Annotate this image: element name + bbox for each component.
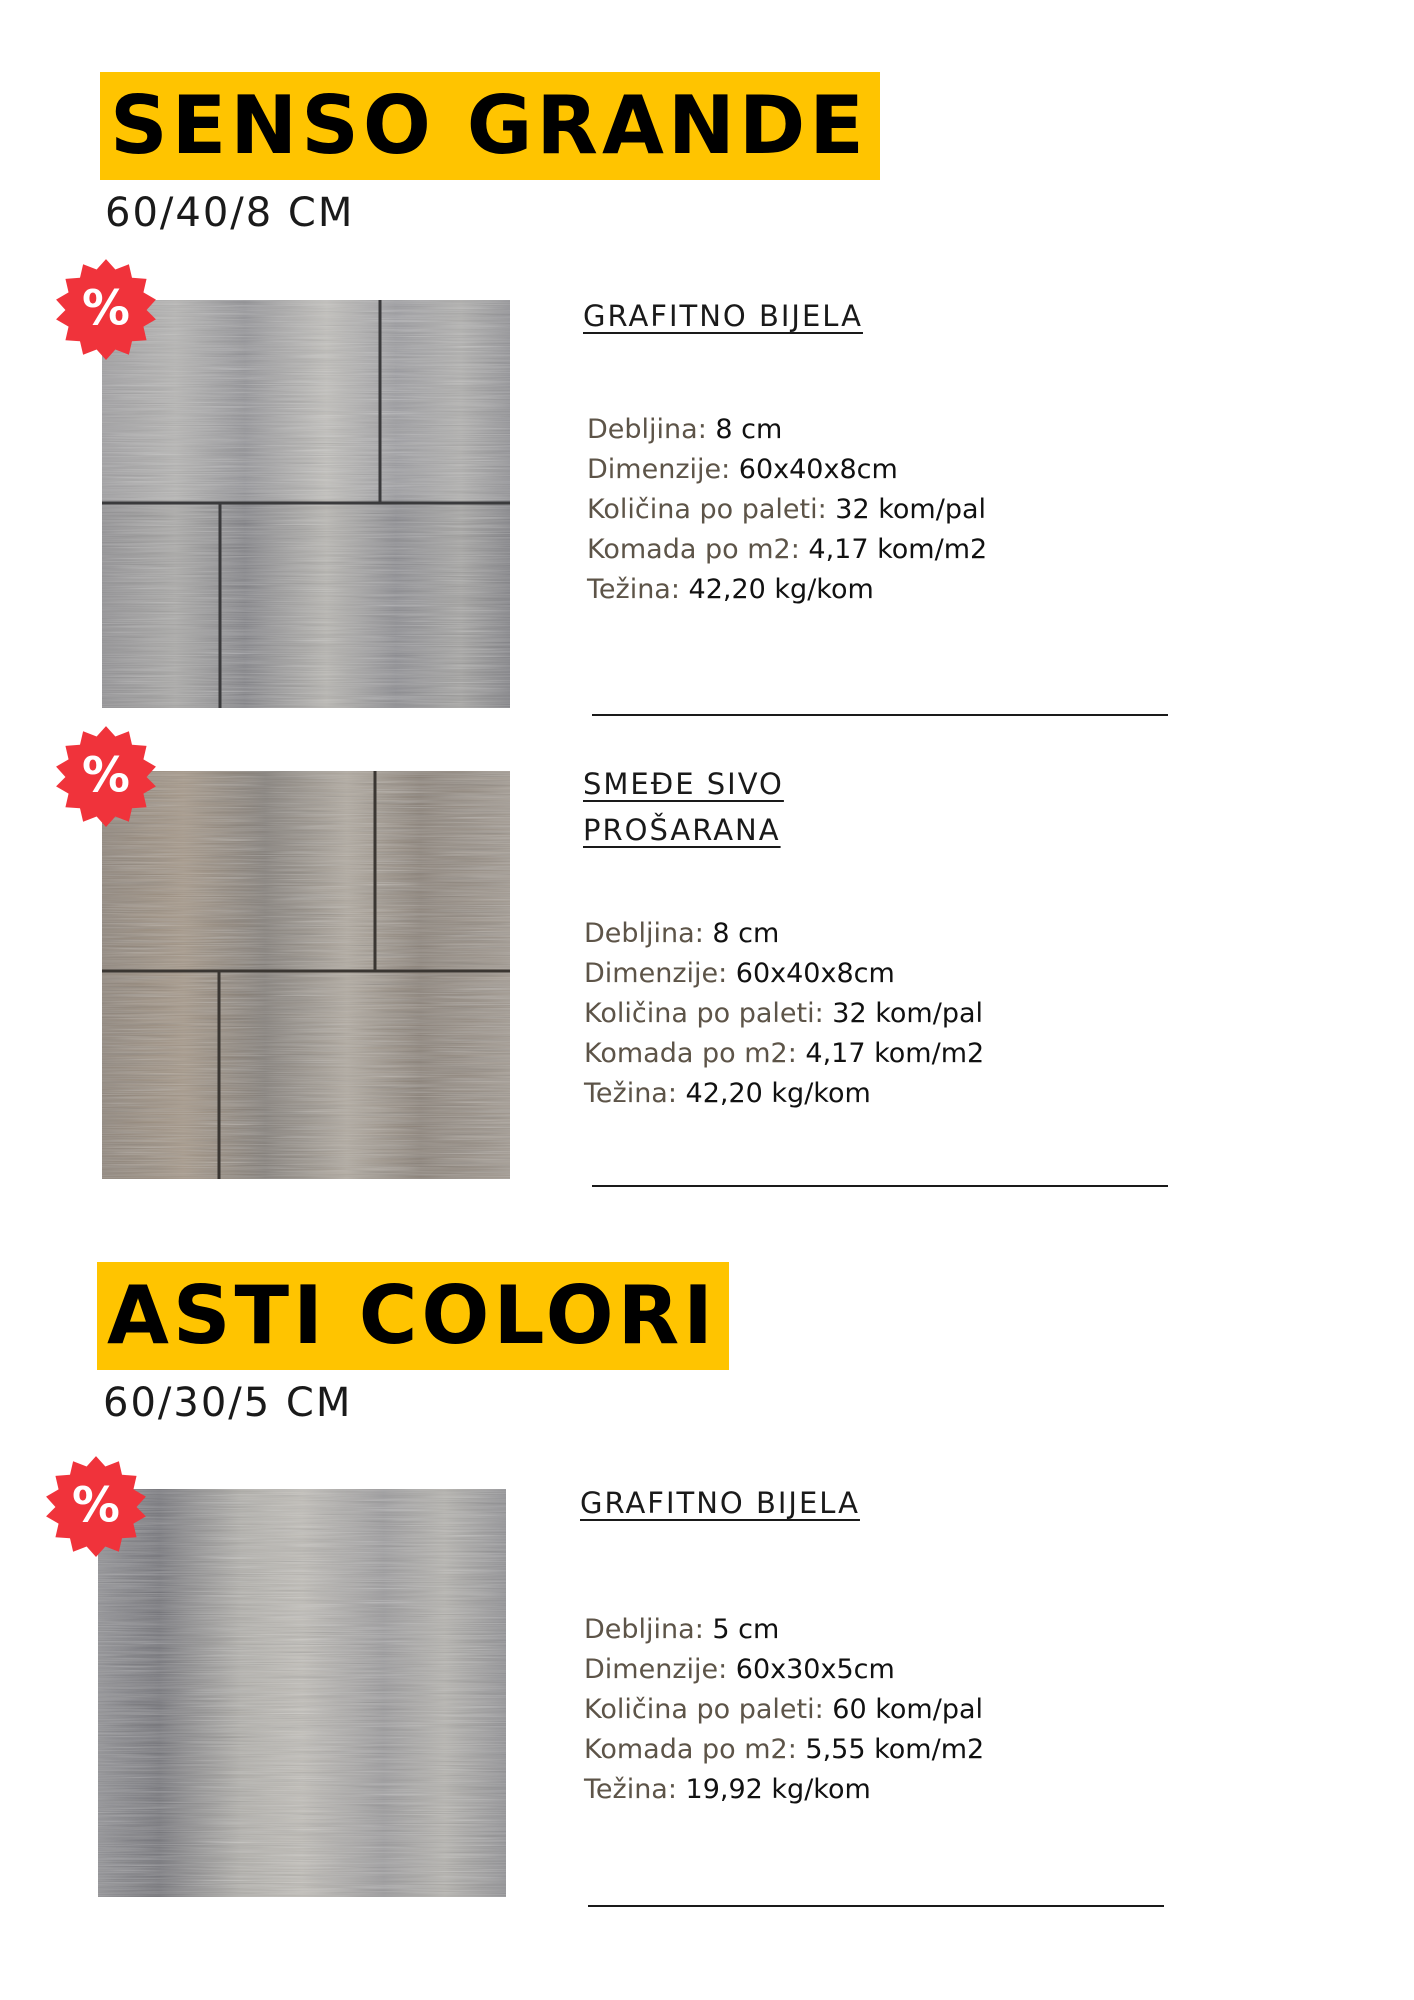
spec-label: Količina po paleti: (587, 494, 827, 525)
spec-row (584, 1730, 984, 1770)
spec-value: 5 cm (712, 1614, 780, 1645)
spec-value: 60x30x5cm (735, 1654, 895, 1685)
spec-row (584, 1074, 984, 1114)
spec-value: 5,55 kom/m2 (805, 1734, 985, 1765)
spec-value: 42,20 kg/kom (688, 574, 874, 605)
discount-badge-icon (54, 257, 158, 361)
spec-value: 19,92 kg/kom (685, 1774, 871, 1805)
spec-label: Količina po paleti: (584, 998, 824, 1029)
spec-row (584, 954, 984, 994)
spec-value: 60x40x8cm (738, 454, 898, 485)
spec-row (584, 914, 984, 954)
spec-row (587, 410, 987, 450)
spec-value: 8 cm (712, 918, 780, 949)
spec-label: Dimenzije: (584, 958, 728, 989)
spec-value: 42,20 kg/kom (685, 1078, 871, 1109)
spec-row (584, 1034, 984, 1074)
divider-line (588, 1905, 1164, 1907)
spec-value: 32 kom/pal (835, 494, 987, 525)
variant-name-asti-grafitno: GRAFITNO BIJELA (580, 1486, 860, 1520)
spec-value: 4,17 kom/m2 (808, 534, 988, 565)
spec-value: 60x40x8cm (735, 958, 895, 989)
spec-label: Debljina: (584, 1614, 704, 1645)
spec-row (587, 450, 987, 490)
divider-line (592, 1185, 1168, 1187)
spec-label: Komada po m2: (584, 1038, 797, 1069)
spec-row (587, 490, 987, 530)
spec-row (587, 570, 987, 610)
discount-badge-icon (44, 1454, 148, 1558)
discount-badge-icon (54, 724, 158, 828)
variant-name-senso-smede: SMEĐE SIVO PROŠARANA (583, 767, 784, 847)
badge-label: % (82, 281, 130, 337)
spec-label: Komada po m2: (587, 534, 800, 565)
section-subtitle-senso-grande: 60/40/8 CM (105, 190, 355, 236)
section-title-asti-colori: ASTI COLORI (97, 1262, 729, 1370)
spec-row (584, 1770, 984, 1810)
section-subtitle-asti-colori: 60/30/5 CM (103, 1380, 353, 1426)
divider-line (592, 714, 1168, 716)
spec-label: Dimenzije: (584, 1654, 728, 1685)
product-image-senso-smede (102, 771, 510, 1179)
section-title-senso-grande: SENSO GRANDE (100, 72, 880, 180)
spec-row (587, 530, 987, 570)
spec-list-senso-smede (584, 914, 984, 1114)
spec-label: Težina: (584, 1774, 677, 1805)
badge-label: % (82, 748, 130, 804)
spec-row (584, 1650, 984, 1690)
product-image-senso-grafitno (102, 300, 510, 708)
spec-value: 32 kom/pal (832, 998, 984, 1029)
badge-label: % (72, 1478, 120, 1534)
spec-value: 60 kom/pal (832, 1694, 984, 1725)
spec-label: Komada po m2: (584, 1734, 797, 1765)
spec-row (584, 1610, 984, 1650)
spec-value: 8 cm (715, 414, 783, 445)
spec-list-asti-grafitno (584, 1610, 984, 1810)
variant-name-senso-grafitno: GRAFITNO BIJELA (583, 299, 863, 333)
spec-label: Količina po paleti: (584, 1694, 824, 1725)
product-image-asti-grafitno (98, 1489, 506, 1897)
spec-row (584, 1690, 984, 1730)
spec-value: 4,17 kom/m2 (805, 1038, 985, 1069)
spec-row (584, 994, 984, 1034)
spec-label: Težina: (587, 574, 680, 605)
spec-label: Debljina: (587, 414, 707, 445)
spec-label: Težina: (584, 1078, 677, 1109)
spec-label: Debljina: (584, 918, 704, 949)
spec-list-senso-grafitno (587, 410, 987, 610)
spec-label: Dimenzije: (587, 454, 731, 485)
